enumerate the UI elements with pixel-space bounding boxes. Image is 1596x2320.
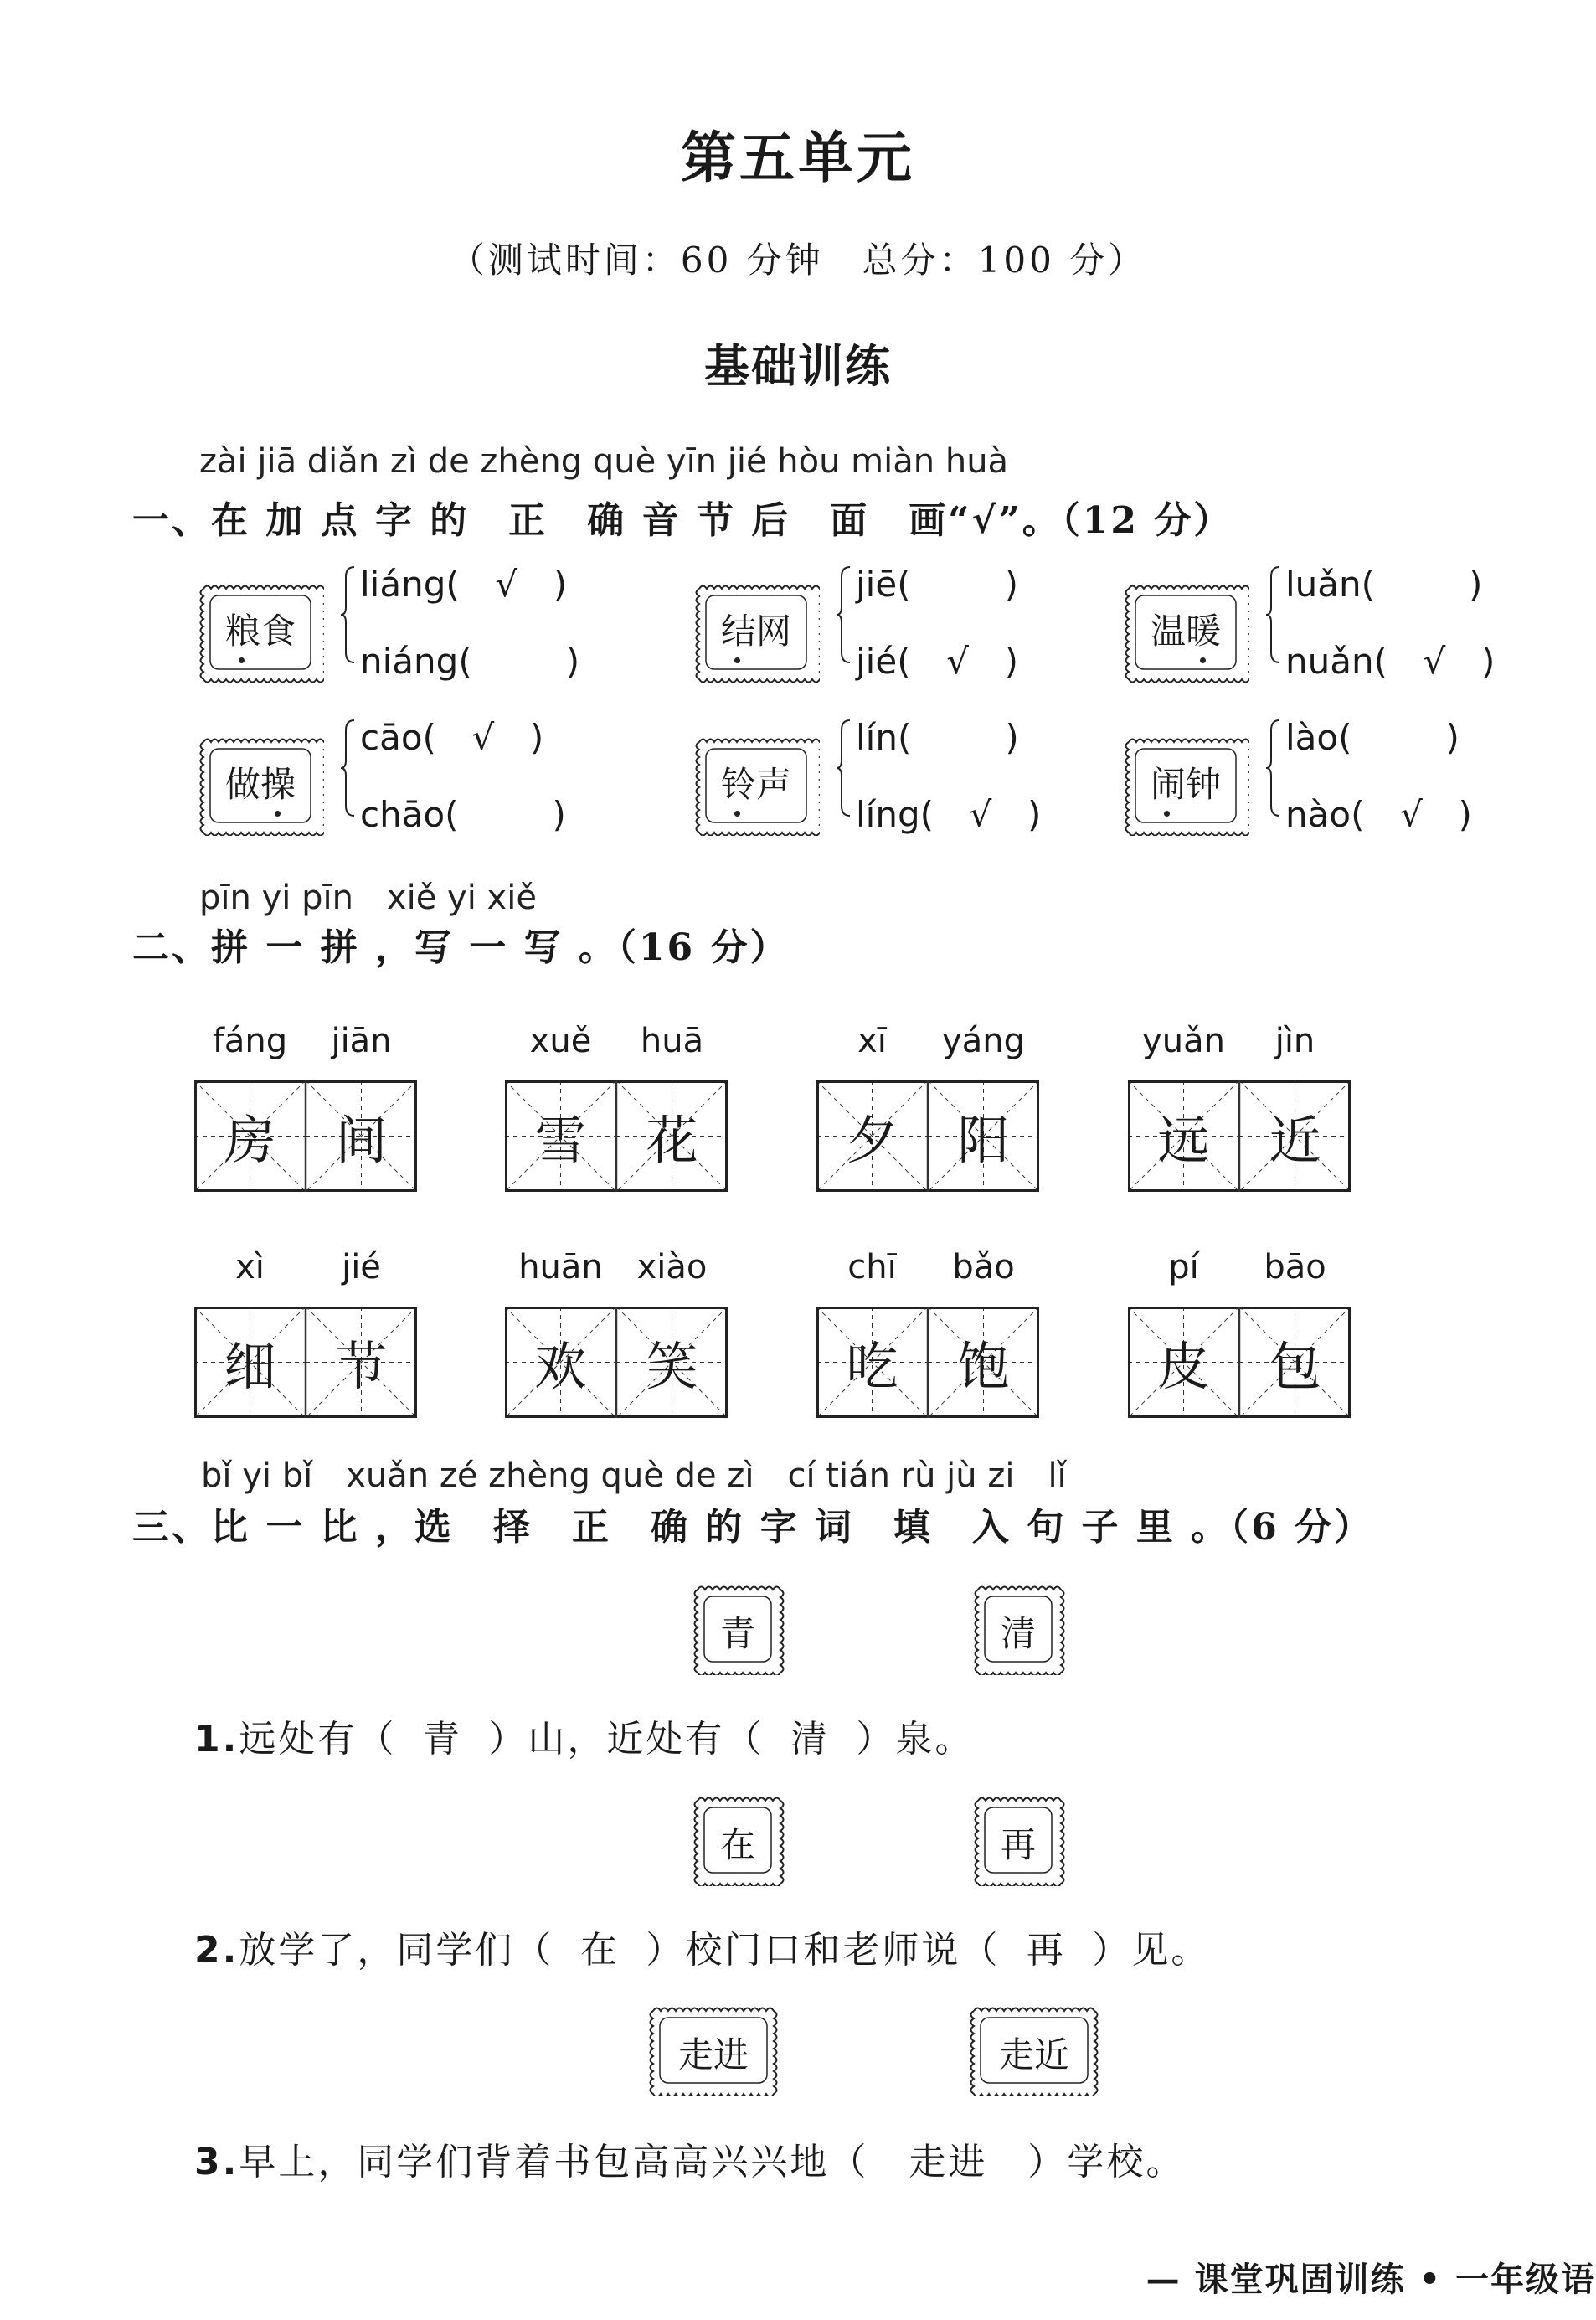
answer-blank[interactable]: 在 [579,1929,620,1972]
open-paren: ( [919,794,934,835]
sentence-number: 1. [194,1718,239,1761]
grid-pinyin: xī [857,1022,887,1060]
page-title: 第五单元 [681,125,915,190]
word-badge [692,735,820,836]
answer-blank[interactable]: 清 [790,1718,830,1761]
tianzige-grid [505,1307,728,1418]
word-badge [197,735,324,836]
grid-character[interactable]: 房 [224,1110,276,1171]
option-pinyin: nuǎn [1285,641,1374,682]
badge-word: 结网 [720,611,791,652]
section-title: 基础训练 [704,339,892,393]
brace-icon [341,719,358,817]
pinyin-option [360,641,579,682]
word-badge [692,582,820,683]
footer-text: — 课堂巩固训练 • 一年级语 [1146,2260,1596,2299]
open-paren: ( [897,564,911,605]
open-paren: ( [897,641,911,682]
emphasis-dot-icon [1200,657,1206,663]
answer-mark[interactable]: √ [969,794,992,835]
pinyin-option [856,794,1041,835]
grid-character[interactable]: 阳 [957,1110,1010,1171]
pinyin-option [1285,794,1472,835]
choice-word: 走近 [998,2034,1069,2075]
tianzige-grid [816,1080,1039,1192]
pinyin-option [856,717,1019,758]
close-paren: ) [552,794,566,835]
grid-pinyin: jìn [1274,1022,1315,1060]
choice-frame [691,1583,785,1675]
q2-heading: 二、拼 一 拼 ，写 一 写 。（16 分） [132,926,790,969]
pinyin-option [360,717,543,758]
grid-pinyin: yáng [942,1022,1025,1060]
q3-heading: 三、比 一 比 ，选 择 正 确 的 字 词 填 入 句 子 里 。（6 分） [132,1506,1374,1549]
emphasis-dot-icon [734,657,740,663]
sentence-text: 早上，同学们背着书包高高兴兴地（ [239,2141,869,2183]
badge-word: 温暖 [1150,611,1221,652]
grid-pinyin: jié [342,1248,381,1286]
close-paren: ) [1027,794,1042,835]
choice-word: 再 [1000,1824,1036,1865]
option-pinyin: nào [1285,794,1351,835]
answer-mark[interactable]: √ [471,717,495,758]
sentence-text: ）泉。 [856,1718,975,1761]
badge-word: 闹钟 [1150,764,1221,805]
tianzige-grid [1128,1080,1351,1192]
brace-icon [1266,719,1283,817]
grid-pinyin: bǎo [952,1248,1015,1286]
emphasis-dot-icon [239,657,245,663]
open-paren: ( [1373,641,1387,682]
grid-pinyin: jiān [331,1022,392,1060]
tianzige-grid [194,1080,417,1192]
close-paren: ) [529,717,544,758]
grid-character[interactable]: 吃 [846,1336,898,1397]
grid-pinyin: huā [640,1022,704,1060]
grid-character[interactable]: 细 [224,1336,276,1397]
emphasis-dot-icon [734,811,740,817]
badge-word: 铃声 [720,764,791,805]
word-badge [1122,582,1249,683]
word-badge [197,582,324,683]
badge-word: 粮食 [224,611,296,652]
grid-character[interactable]: 笑 [646,1336,698,1397]
q1-heading: 一、在 加 点 字 的 正 确 音 节 后 面 画“√”。（12 分） [132,499,1233,542]
grid-pinyin: xiào [636,1248,708,1286]
fill-sentence [194,2132,1185,2185]
close-paren: ) [1005,717,1019,758]
choice-word: 青 [719,1613,755,1654]
grid-pinyin: chī [847,1248,897,1286]
grid-pinyin: pí [1168,1248,1199,1286]
answer-blank[interactable]: 走进 [909,2141,988,2183]
sentence-text: 远处有（ [239,1718,397,1761]
close-paren: ) [1004,564,1018,605]
open-paren: ( [422,717,436,758]
open-paren: ( [445,794,459,835]
open-paren: ( [1338,717,1352,758]
close-paren: ) [1469,564,1483,605]
tianzige-grid [194,1307,417,1418]
answer-mark[interactable]: √ [1423,641,1446,682]
close-paren: ) [1445,717,1460,758]
choice-frame [971,1794,1065,1886]
option-pinyin: chāo [360,794,445,835]
open-paren: ( [445,564,460,605]
tianzige-grid [816,1307,1039,1418]
choice-frame [646,2004,780,2096]
emphasis-dot-icon [1164,811,1170,817]
grid-character[interactable]: 雪 [534,1110,587,1171]
grid-character[interactable]: 饱 [957,1336,1010,1397]
answer-mark[interactable]: √ [1400,794,1423,835]
fill-sentence [194,1709,974,1762]
option-pinyin: jiē [856,564,898,605]
option-pinyin: lào [1285,717,1339,758]
option-pinyin: jié [856,641,898,682]
grid-character[interactable]: 间 [335,1110,388,1171]
grid-character[interactable]: 皮 [1157,1336,1210,1397]
brace-icon [1266,565,1283,664]
grid-pinyin: yuǎn [1142,1022,1225,1060]
option-pinyin: liáng [360,564,446,605]
grid-pinyin: xì [235,1248,265,1286]
pinyin-option [1285,717,1460,758]
word-badge [1122,735,1249,836]
sentence-text: ）山，近处有（ [488,1718,765,1761]
choice-frame [971,1583,1065,1675]
option-pinyin: niáng [360,641,459,682]
close-paren: ) [1458,794,1472,835]
open-paren: ( [1361,564,1376,605]
option-pinyin: luǎn [1285,564,1362,605]
brace-icon [341,565,358,664]
choice-frame [691,1794,785,1886]
grid-pinyin: bāo [1264,1248,1326,1286]
q3-pinyin: bǐ yi bǐ xuǎn zé zhèng què de zì cí tián rù jù zi lǐ [201,1456,1067,1495]
choice-frame [967,2004,1101,2096]
q1-pinyin: zài jiā diǎn zì de zhèng què yīn jié hòu miàn huà [199,442,1009,481]
pinyin-option [856,641,1018,682]
sentence-number: 3. [194,2141,239,2183]
badge-word: 做操 [224,764,296,805]
option-pinyin: líng [856,794,920,835]
answer-mark[interactable]: √ [946,641,969,682]
choice-word: 在 [719,1824,755,1865]
close-paren: ) [565,641,580,682]
q2-pinyin: pīn yi pīn xiě yi xiě [199,879,537,917]
pinyin-option [856,564,1018,605]
fill-sentence [194,1920,1210,1973]
test-info: （测试时间：60 分钟 总分：100 分） [449,240,1147,281]
sentence-text: 放学了，同学们（ [239,1929,554,1972]
open-paren: ( [897,717,912,758]
grid-pinyin: fáng [212,1022,288,1060]
grid-character[interactable]: 花 [646,1110,698,1171]
pinyin-option [1285,564,1482,605]
brace-icon [837,565,853,664]
choice-word: 清 [1000,1613,1036,1654]
grid-character[interactable]: 欢 [534,1336,587,1397]
grid-pinyin: huān [518,1248,603,1286]
option-pinyin: lín [856,717,898,758]
sentence-text: ）学校。 [1027,2141,1186,2183]
grid-character[interactable]: 近 [1269,1110,1321,1171]
brace-icon [837,719,853,817]
pinyin-option [1285,641,1495,682]
sentence-text: ）见。 [1092,1929,1211,1972]
close-paren: ) [1004,641,1018,682]
choice-word: 走进 [677,2034,749,2075]
answer-blank[interactable]: 再 [1026,1929,1066,1972]
option-pinyin: cāo [360,717,423,758]
open-paren: ( [458,641,472,682]
grid-character[interactable]: 节 [335,1336,388,1397]
close-paren: ) [1481,641,1496,682]
grid-character[interactable]: 包 [1269,1336,1321,1397]
answer-blank[interactable]: 青 [422,1718,462,1761]
grid-pinyin: xuě [529,1022,592,1060]
grid-character[interactable]: 远 [1157,1110,1210,1171]
answer-mark[interactable]: √ [495,564,518,605]
pinyin-option [360,794,566,835]
tianzige-grid [1128,1307,1351,1418]
sentence-number: 2. [194,1929,239,1972]
grid-character[interactable]: 夕 [846,1110,898,1171]
open-paren: ( [1351,794,1365,835]
emphasis-dot-icon [275,811,281,817]
sentence-text: ）校门口和老师说（ [646,1929,1001,1972]
pinyin-option [360,564,567,605]
tianzige-grid [505,1080,728,1192]
close-paren: ) [553,564,568,605]
